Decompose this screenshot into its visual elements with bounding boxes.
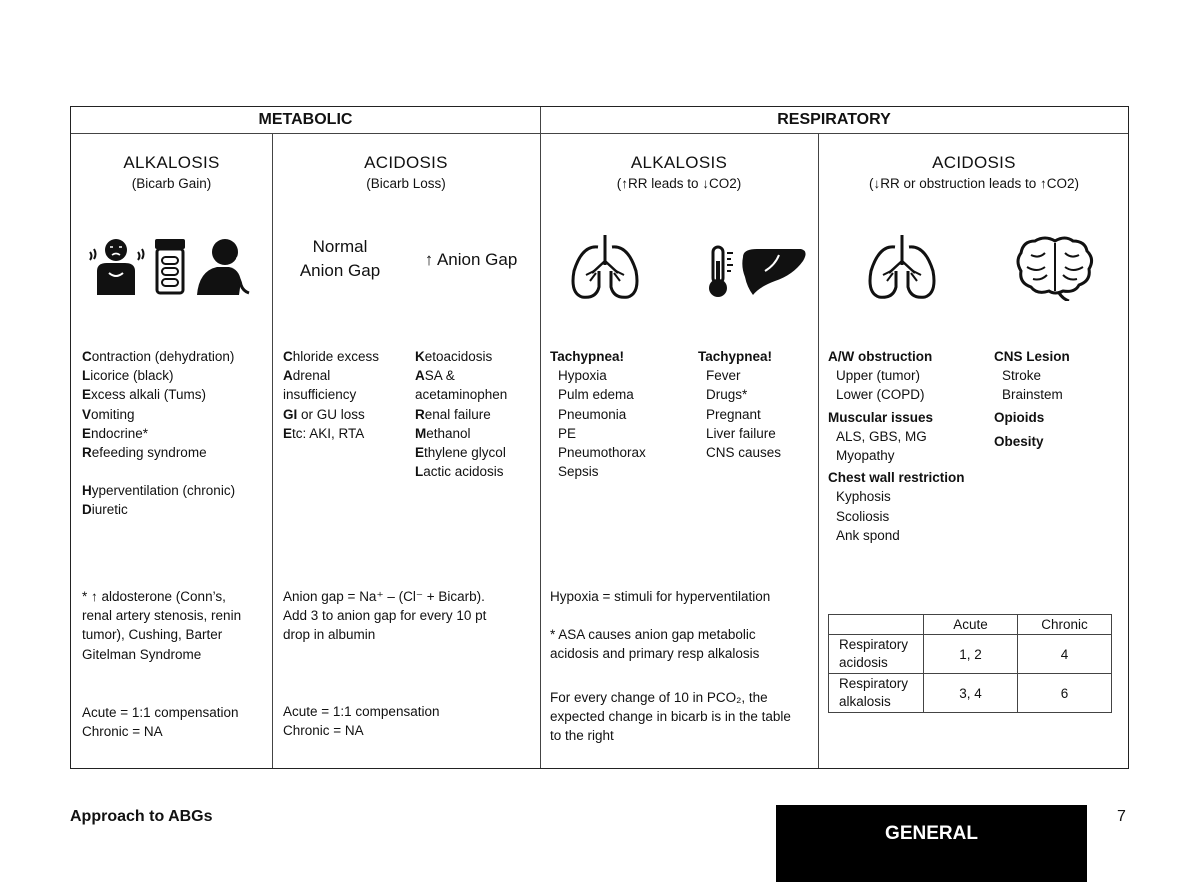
row-label [829, 674, 924, 713]
column-heading [272, 153, 540, 191]
divider [71, 215, 1128, 216]
list-item: Diuretic [82, 502, 128, 518]
row-label-line: acidosis [839, 655, 888, 670]
list-item: ALS, GBS, MG [836, 428, 927, 444]
column-title: ALKALOSIS [123, 153, 220, 172]
column-subtitle: (Bicarb Gain) [131, 176, 212, 191]
note-line: tumor), Cushing, Barter [82, 627, 223, 643]
table-header-cell: Chronic [1018, 615, 1112, 635]
pill-bottle-icon [153, 237, 187, 300]
list-item: Pulm edema [558, 387, 634, 403]
list-item: Pregnant [706, 406, 761, 422]
note-line: Acute = 1:1 compensation [82, 705, 239, 720]
lungs-icon [865, 231, 939, 306]
table-header-cell: Acute [924, 615, 1018, 635]
list-item: Lactic acidosis [415, 464, 504, 480]
list-item: Renal failure [415, 406, 491, 422]
divider [272, 133, 273, 768]
list-heading: Muscular issues [828, 409, 934, 425]
metabolic-alkalosis-causes [82, 347, 235, 520]
list-item: CNS causes [706, 445, 782, 461]
row-label-line: alkalosis [839, 694, 891, 709]
note-line: Hypoxia = stimuli for hyperventilation [550, 589, 771, 604]
note-line: Anion gap = Na⁺ – (Cl⁻ + Bicarb). [283, 589, 485, 604]
list-heading: CNS Lesion [994, 349, 1070, 364]
note-line: renal artery stenosis, renin [82, 608, 242, 624]
table-row [829, 635, 1112, 674]
list-item: Kyphosis [836, 489, 891, 505]
list-heading: A/W obstruction [828, 349, 933, 364]
resp-acidosis-causes-left [828, 347, 965, 545]
note-line: acidosis and primary resp alkalosis [550, 646, 760, 662]
divider [71, 133, 1128, 134]
list-item: Vomiting [82, 406, 135, 422]
list-item: Contraction (dehydration) [82, 349, 235, 364]
column-heading [71, 153, 272, 191]
acute-value: 3, 4 [924, 674, 1018, 713]
row-label [829, 635, 924, 674]
list-item: Brainstem [1002, 387, 1063, 403]
list-item: Ank spond [836, 527, 900, 543]
column-subtitle: (↓RR or obstruction leads to ↑CO2) [868, 176, 1080, 191]
normal-gap-causes [283, 347, 379, 443]
row-label-line: Respiratory [839, 637, 909, 652]
note-line: expected change in bicarb is in the table [550, 708, 791, 724]
note-line: Gitelman Syndrome [82, 646, 202, 662]
list-heading: Tachypnea! [698, 349, 773, 364]
list-item: Hyperventilation (chronic) [82, 483, 236, 499]
note-line: to the right [550, 728, 614, 744]
list-item: Pneumonia [558, 406, 627, 422]
column-heading [818, 153, 1130, 191]
table-row [829, 674, 1112, 713]
list-item: Refeeding syndrome [82, 445, 207, 461]
divider [818, 133, 819, 768]
list-item: Pneumothorax [558, 445, 646, 461]
column-subtitle: (↑RR leads to ↓CO2) [616, 176, 742, 191]
normal-anion-gap-line: Anion Gap [299, 261, 381, 280]
column-title: ALKALOSIS [630, 153, 728, 172]
list-heading: Tachypnea! [550, 349, 625, 364]
list-item: Methanol [415, 425, 471, 441]
list-item: Scoliosis [836, 508, 890, 524]
row-label-line: Respiratory [839, 676, 909, 691]
high-anion-gap-label: ↑ Anion Gap [424, 250, 518, 269]
list-item: Excess alkali (Tums) [82, 387, 207, 403]
note-line: drop in albumin [283, 627, 376, 643]
resp-alkalosis-causes-right [698, 347, 781, 462]
list-item: Liver failure [706, 425, 776, 441]
list-heading: Opioids [994, 409, 1045, 425]
list-heading: Obesity [994, 433, 1044, 449]
metabolic-acidosis-note [283, 587, 486, 645]
metabolic-header: METABOLIC [258, 111, 353, 128]
note-line: Chronic = NA [82, 724, 163, 740]
list-item: Stroke [1002, 368, 1042, 384]
column-subtitle: (Bicarb Loss) [366, 176, 446, 191]
list-item: Ketoacidosis [415, 349, 493, 364]
note-line: For every change of 10 in PCO₂, the [550, 689, 768, 705]
brain-icon [1015, 235, 1095, 306]
normal-anion-gap-label [285, 235, 395, 283]
vomiting-person-icon [195, 237, 253, 300]
normal-anion-gap-line: Normal [312, 237, 368, 256]
column-title: ACIDOSIS [932, 153, 1016, 172]
list-heading: Chest wall restriction [828, 470, 965, 486]
list-item: ASA & [415, 368, 455, 384]
list-item: insufficiency [283, 387, 357, 403]
list-item: Etc: AKI, RTA [283, 425, 365, 441]
note-line: * ASA causes anion gap metabolic [550, 627, 756, 643]
list-item: Adrenal [283, 368, 331, 384]
list-item: Chloride excess [283, 349, 380, 364]
column-title: ACIDOSIS [364, 153, 448, 172]
respiratory-notes [550, 587, 791, 745]
list-item: Drugs* [706, 387, 748, 403]
compensation-table [828, 614, 1112, 713]
resp-acidosis-causes-right [994, 347, 1070, 451]
list-item: Lower (COPD) [836, 387, 925, 403]
resp-alkalosis-causes-left [550, 347, 646, 481]
respiratory-header: RESPIRATORY [777, 111, 891, 128]
liver-icon [739, 247, 809, 302]
section-label: GENERAL [776, 805, 1087, 882]
chronic-value: 4 [1018, 635, 1112, 674]
divider [540, 107, 541, 768]
list-item: Endocrine* [82, 425, 149, 441]
chronic-value: 6 [1018, 674, 1112, 713]
list-item: Licorice (black) [82, 368, 174, 384]
list-item: GI or GU loss [283, 406, 365, 422]
document-title: Approach to ABGs [70, 808, 213, 825]
list-item: Sepsis [558, 464, 599, 480]
lungs-icon [568, 231, 642, 306]
list-item: PE [558, 425, 577, 441]
list-item: acetaminophen [415, 387, 508, 403]
list-item: Upper (tumor) [836, 368, 921, 384]
note-line: Add 3 to anion gap for every 10 pt [283, 608, 487, 624]
page-number: 7 [1117, 808, 1126, 825]
note-line: * ↑ aldosterone (Conn’s, [82, 589, 226, 604]
list-item: Ethylene glycol [415, 445, 506, 461]
table-header-cell [829, 615, 924, 635]
thermometer-icon [706, 245, 736, 304]
metabolic-acidosis-compensation [283, 702, 439, 740]
list-item: Fever [706, 368, 741, 384]
metabolic-alkalosis-compensation [82, 703, 238, 741]
list-item: Hypoxia [558, 368, 607, 384]
high-gap-causes [415, 347, 507, 481]
metabolic-alkalosis-note [82, 587, 241, 664]
list-item: Myopathy [836, 448, 895, 464]
sick-person-icon [87, 237, 145, 302]
note-line: Chronic = NA [283, 723, 364, 739]
note-line: Acute = 1:1 compensation [283, 704, 440, 719]
acute-value: 1, 2 [924, 635, 1018, 674]
column-heading [540, 153, 818, 191]
